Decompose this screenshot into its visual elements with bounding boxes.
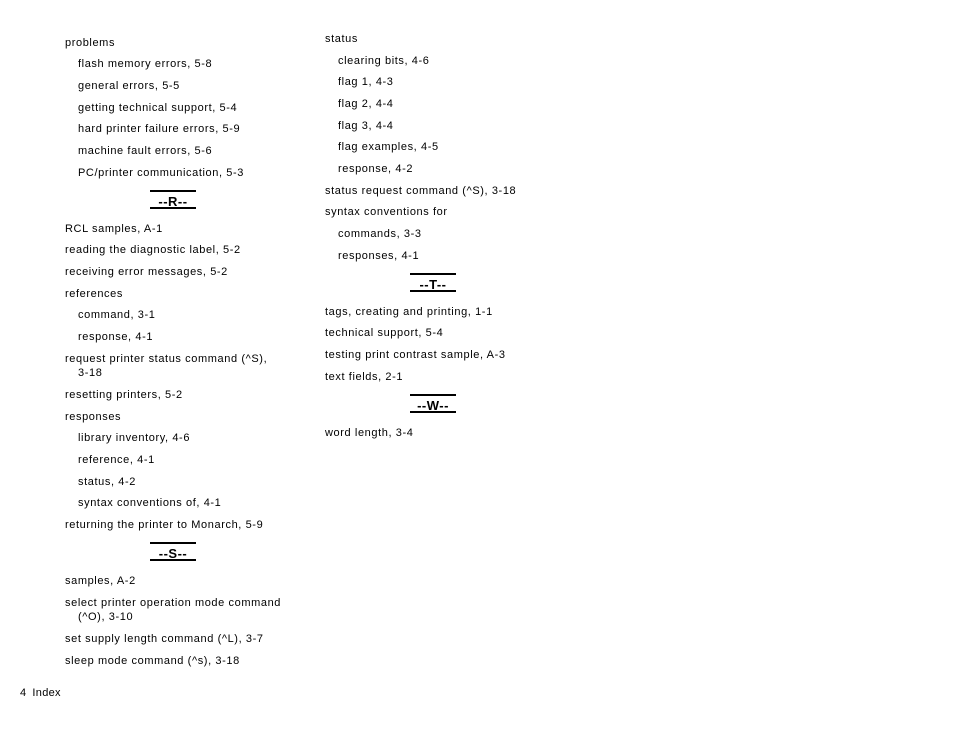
index-entry: samples, A-2 <box>65 575 136 587</box>
index-subentry: general errors, 5-5 <box>78 80 180 92</box>
index-entry: status request command (^S), 3-18 <box>325 185 517 197</box>
index-subentry: flag 3, 4-4 <box>338 120 394 132</box>
index-term-syntax: syntax conventions for <box>325 206 448 218</box>
index-subentry: machine fault errors, 5-6 <box>78 145 213 157</box>
index-entry: word length, 3-4 <box>325 427 414 439</box>
index-entry-continuation: (^O), 3-10 <box>78 611 134 623</box>
section-header-w: --W-- <box>410 394 456 413</box>
index-entry-continuation: 3-18 <box>78 367 103 379</box>
index-entry: testing print contrast sample, A-3 <box>325 349 506 361</box>
footer-label: Index <box>32 687 61 699</box>
index-subentry: PC/printer communication, 5-3 <box>78 167 244 179</box>
index-subentry: responses, 4-1 <box>338 250 420 262</box>
index-entry: text fields, 2-1 <box>325 371 404 383</box>
page-footer <box>20 687 61 699</box>
index-subentry: flag 1, 4-3 <box>338 76 394 88</box>
index-subentry: library inventory, 4-6 <box>78 432 191 444</box>
index-term-responses: responses <box>65 411 122 423</box>
page-number: 4 <box>20 687 27 699</box>
index-subentry: flag 2, 4-4 <box>338 98 394 110</box>
index-subentry: flash memory errors, 5-8 <box>78 58 213 70</box>
section-header-s: --S-- <box>150 542 196 561</box>
index-entry: reading the diagnostic label, 5-2 <box>65 244 241 256</box>
index-subentry: response, 4-1 <box>78 331 154 343</box>
index-entry: returning the printer to Monarch, 5-9 <box>65 519 264 531</box>
index-entry: receiving error messages, 5-2 <box>65 266 228 278</box>
index-subentry: flag examples, 4-5 <box>338 141 439 153</box>
index-entry-select-mode: select printer operation mode command <box>65 597 282 609</box>
index-subentry: getting technical support, 5-4 <box>78 102 238 114</box>
index-entry-request-status: request printer status command (^S), <box>65 353 268 365</box>
index-subentry: hard printer failure errors, 5-9 <box>78 123 241 135</box>
index-subentry: syntax conventions of, 4-1 <box>78 497 222 509</box>
index-subentry: status, 4-2 <box>78 476 136 488</box>
index-subentry: response, 4-2 <box>338 163 414 175</box>
index-term-status: status <box>325 33 358 45</box>
index-entry: sleep mode command (^s), 3-18 <box>65 655 240 667</box>
section-header-t: --T-- <box>410 273 456 292</box>
index-entry: set supply length command (^L), 3-7 <box>65 633 264 645</box>
index-subentry: reference, 4-1 <box>78 454 155 466</box>
section-header-r: --R-- <box>150 190 196 209</box>
index-subentry: commands, 3-3 <box>338 228 422 240</box>
index-term-references: references <box>65 288 123 300</box>
index-entry: tags, creating and printing, 1-1 <box>325 306 493 318</box>
index-term-problems: problems <box>65 37 116 49</box>
index-entry: RCL samples, A-1 <box>65 223 163 235</box>
index-subentry: clearing bits, 4-6 <box>338 55 430 67</box>
index-entry: technical support, 5-4 <box>325 327 444 339</box>
index-subentry: command, 3-1 <box>78 309 156 321</box>
index-entry: resetting printers, 5-2 <box>65 389 183 401</box>
